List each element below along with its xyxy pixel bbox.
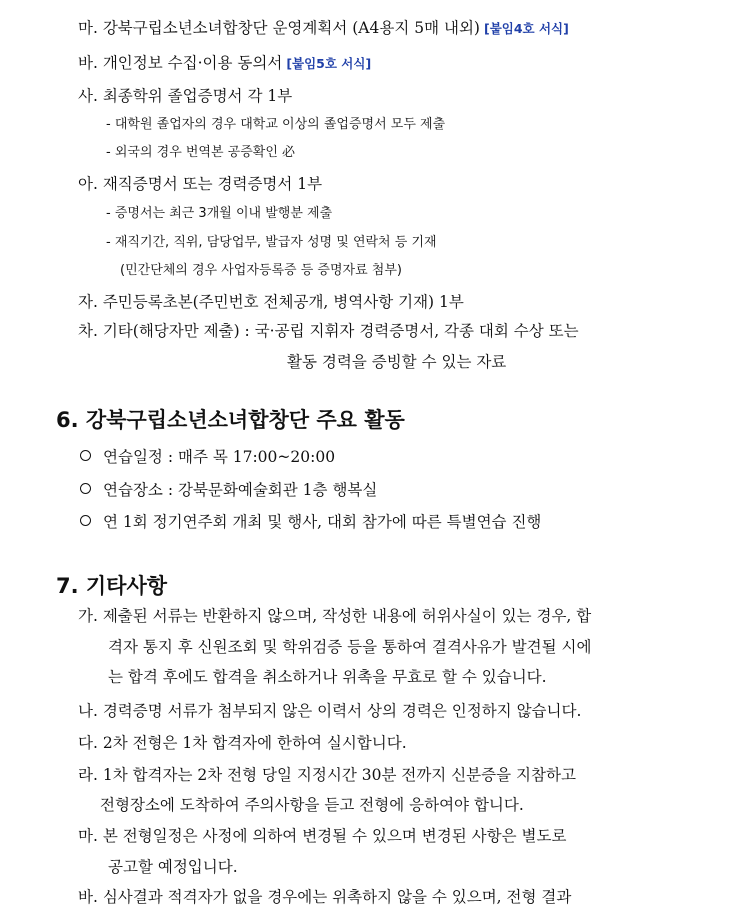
- activity-item: 연습일정 : 매주 목 17:00~20:00: [80, 447, 335, 467]
- note-ma-cont: 공고할 예정입니다.: [108, 858, 238, 876]
- note-line: (민간단체의 경우 사업자등록증 등 증명자료 첨부): [120, 263, 402, 278]
- doc-item-cha: 차. 기타(해당자만 제출) : 국·공립 지휘자 경력증명서, 각종 대회 수상 또는: [78, 322, 579, 340]
- note-ma: 마. 본 전형일정은 사정에 의하여 변경될 수 있으며 변경된 사항은 별도로: [78, 827, 567, 845]
- doc-item-a: 아. 재직증명서 또는 경력증명서 1부: [78, 175, 323, 193]
- note-ba: 바. 심사결과 적격자가 없을 경우에는 위촉하지 않을 수 있으며, 전형 결과: [78, 888, 572, 906]
- circle-bullet-icon: [80, 450, 91, 461]
- circle-bullet-icon: [80, 483, 91, 494]
- doc-item-sa: 사. 최종학위 졸업증명서 각 1부: [78, 87, 293, 105]
- activity-item: 연 1회 정기연주회 개최 및 행사, 대회 참가에 따른 특별연습 진행: [80, 512, 541, 532]
- doc-item-ja: 자. 주민등록초본(주민번호 전체공개, 병역사항 기재) 1부: [78, 293, 464, 311]
- note-ga-cont: 는 합격 후에도 합격을 취소하거나 위촉을 무효로 할 수 있습니다.: [108, 668, 547, 686]
- form-tag: [붙임5호 서식]: [286, 56, 372, 71]
- section-6-title: 6. 강북구립소년소녀합창단 주요 활동: [56, 408, 405, 432]
- circle-bullet-icon: [80, 515, 91, 526]
- doc-item-label: 바. 개인정보 수집·이용 동의서: [78, 54, 283, 72]
- note-ga-cont: 격자 통지 후 신원조회 및 학위검증 등을 통하여 결격사유가 발견될 시에: [108, 638, 592, 656]
- note-ra: 라. 1차 합격자는 2차 전형 당일 지정시간 30분 전까지 신분증을 지참하고: [78, 766, 576, 784]
- form-tag: [붙임4호 서식]: [483, 21, 569, 36]
- activity-item: 연습장소 : 강북문화예술회관 1층 행복실: [80, 480, 377, 500]
- note-da: 다. 2차 전형은 1차 합격자에 한하여 실시합니다.: [78, 734, 407, 752]
- note-line: - 증명서는 최근 3개월 이내 발행분 제출: [106, 206, 333, 221]
- section-7-title: 7. 기타사항: [56, 574, 168, 598]
- doc-item-ma: [78, 18, 569, 39]
- note-line: - 외국의 경우 번역본 공증확인 必: [106, 145, 296, 160]
- note-line: - 재직기간, 직위, 담당업무, 발급자 성명 및 연락처 등 기재: [106, 235, 437, 250]
- note-line: - 대학원 졸업자의 경우 대학교 이상의 졸업증명서 모두 제출: [106, 117, 446, 132]
- note-ga: 가. 제출된 서류는 반환하지 않으며, 작성한 내용에 허위사실이 있는 경우, 합: [78, 607, 592, 625]
- doc-item-label: 마. 강북구립소년소녀합창단 운영계획서 (A4용지 5매 내외): [78, 19, 480, 37]
- doc-item-ba: [78, 53, 371, 74]
- note-ra-cont: 전형장소에 도착하여 주의사항을 듣고 전형에 응하여야 합니다.: [100, 796, 524, 814]
- note-na: 나. 경력증명 서류가 첨부되지 않은 이력서 상의 경력은 인정하지 않습니다.: [78, 702, 582, 720]
- doc-item-cha-cont: 활동 경력을 증빙할 수 있는 자료: [287, 353, 507, 371]
